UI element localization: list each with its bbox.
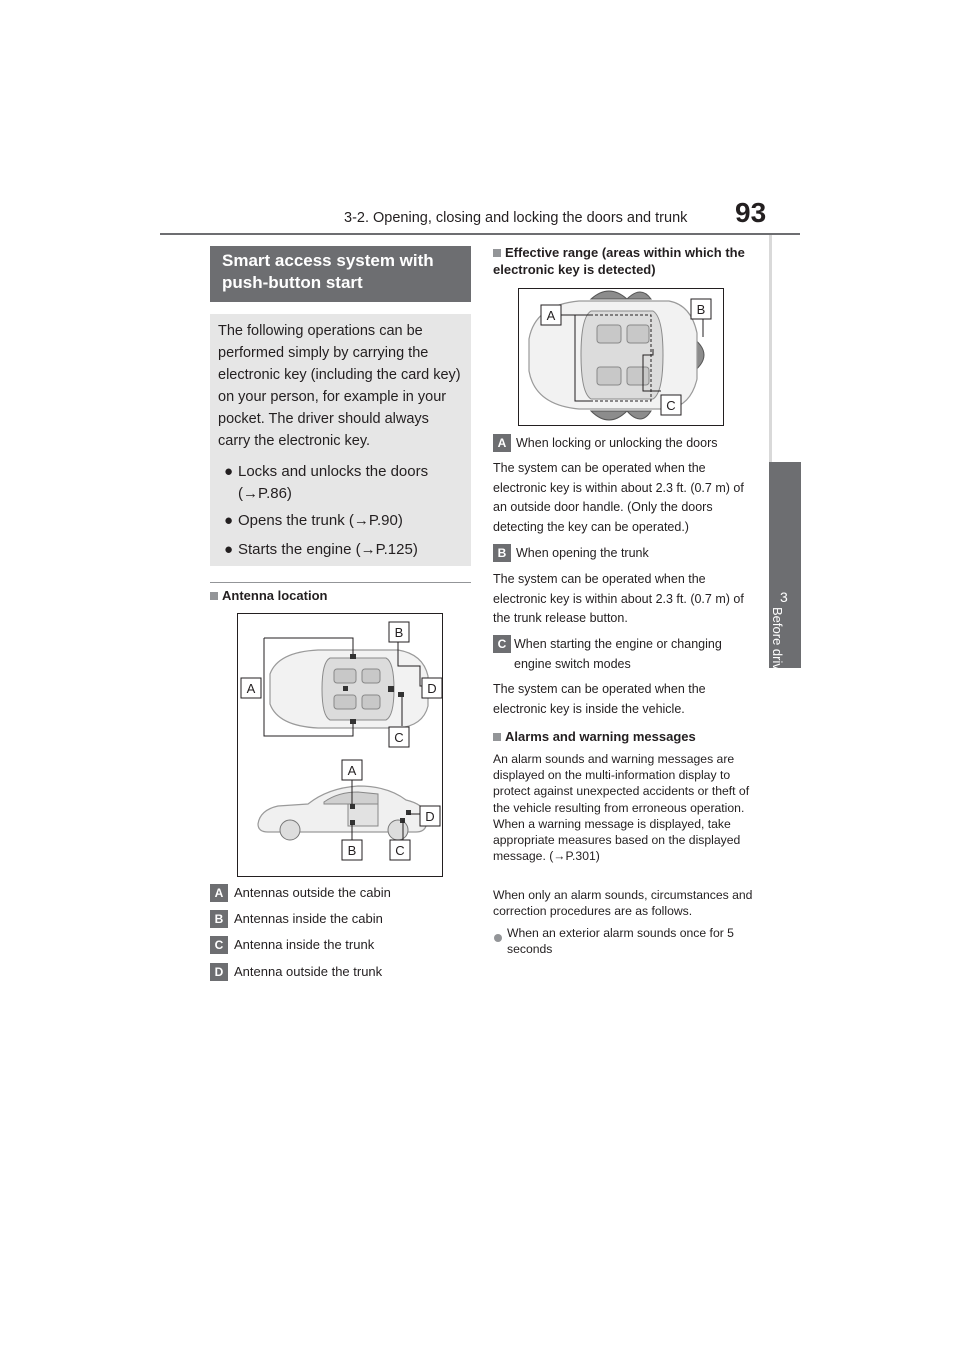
info-box — [210, 314, 471, 566]
legend-badge: D — [210, 963, 228, 981]
range-badge-b: B — [493, 544, 511, 562]
bullet-icon: ● — [224, 512, 234, 529]
range-item-c-title: When starting the engine or changing engine switch modes — [514, 637, 722, 671]
range-item-b-title: When opening the trunk — [516, 546, 649, 560]
range-heading-text: Effective range (areas within which the electronic key is detected) — [493, 245, 745, 277]
alarms-heading-text: Alarms and warning messages — [505, 729, 696, 744]
label-c: C — [395, 843, 405, 858]
antenna-diagram — [237, 613, 443, 877]
section-heading: Smart access system with push-button start — [210, 246, 471, 302]
car-side-view — [258, 786, 426, 840]
label-b: B — [394, 625, 404, 640]
square-bullet-icon — [493, 249, 501, 257]
header-rule — [160, 233, 800, 235]
label-c: C — [666, 398, 676, 413]
bullet-ref: (→P.86) — [238, 485, 292, 502]
alarms-paragraph-2: When only an alarm sounds, circumstances and correction procedures are as follows. — [493, 888, 753, 919]
label-d: D — [427, 681, 437, 696]
legend-text: Antenna outside the trunk — [234, 964, 383, 979]
legend-text: Antenna inside the trunk — [234, 937, 375, 952]
bullet-text: Opens the trunk (→P.90) — [238, 512, 403, 529]
legend-text: Antennas outside the cabin — [234, 885, 391, 900]
square-bullet-icon — [210, 592, 218, 600]
label-b: B — [696, 302, 706, 317]
alarms-paragraph: An alarm sounds and warning messages are displayed on the multi-information display to protect against unexpected accidents or theft of the vehicle resulting from erroneous operation. When a warning message is displayed, take appropriate measures based on the displayed message. (→P.301) — [493, 752, 750, 864]
alarms-heading — [493, 729, 696, 744]
page-number: 93 — [735, 197, 767, 228]
chapter-number: 3 — [780, 589, 788, 605]
label-c: C — [394, 730, 404, 745]
range-item-a-title: When locking or unlocking the doors — [516, 436, 718, 450]
bullet-icon: ● — [224, 541, 234, 558]
legend-badge: A — [210, 884, 228, 902]
bullet-text: Locks and unlocks the doors — [238, 463, 429, 480]
section-divider — [210, 582, 471, 583]
label-d: D — [425, 809, 435, 824]
intro-text: The following operations can be performed simply by carrying the electronic key (including the card key) on your person, for example in your pocket. The driver should always carry the electronic key. — [218, 323, 461, 449]
range-badge-a: A — [493, 434, 511, 452]
range-diagram — [518, 288, 724, 426]
range-item-c-body: The system can be operated when the electronic key is inside the vehicle. — [493, 682, 706, 716]
bullet-text: Starts the engine (→P.125) — [238, 541, 418, 558]
car-top-view — [270, 650, 428, 728]
label-a: A — [546, 308, 556, 323]
antenna-heading — [210, 588, 327, 603]
range-diagram-svg — [519, 289, 723, 425]
chapter-title: Before driving — [770, 607, 785, 688]
label-a: A — [347, 763, 357, 778]
legend-badge: C — [210, 936, 228, 954]
range-badge-c: C — [493, 635, 511, 653]
alarms-bullet-text: When an exterior alarm sounds once for 5 seconds — [507, 926, 734, 957]
square-bullet-icon — [493, 733, 501, 741]
legend-badge: B — [210, 910, 228, 928]
antenna-diagram-svg — [238, 614, 442, 876]
section-title: 3-2. Opening, closing and locking the doors and trunk — [344, 210, 688, 226]
label-b: B — [347, 843, 357, 858]
alarms-bullet-icon — [494, 929, 502, 947]
antenna-heading-text: Antenna location — [222, 588, 328, 603]
range-item-a-body: The system can be operated when the electronic key is within about 2.3 ft. (0.7 m) of an outside door handle. (Only the doors detecting the key can be operated.) — [493, 461, 744, 534]
bullet-icon: ● — [224, 463, 234, 480]
range-item-b-body: The system can be operated when the electronic key is within about 2.3 ft. (0.7 m) of the trunk release button. — [493, 572, 744, 625]
label-a: A — [246, 681, 256, 696]
chapter-title-wrap — [769, 607, 801, 688]
range-heading — [493, 244, 753, 278]
legend-text: Antennas inside the cabin — [234, 911, 383, 926]
